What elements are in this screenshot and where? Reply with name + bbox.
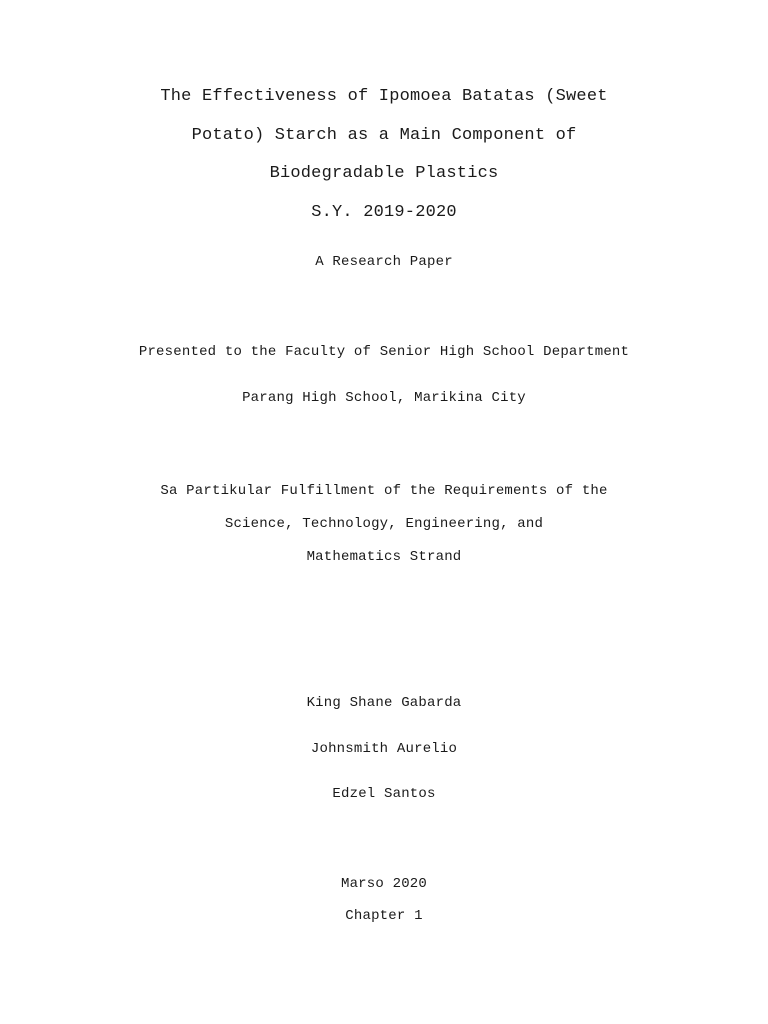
submission-date: Marso 2020: [340, 876, 427, 892]
author-3: Edzel Santos: [332, 786, 436, 802]
fulfillment-line-1: Sa Partikular Fulfillment of the Requirements of the: [160, 483, 608, 499]
title-line-3: Biodegradable Plastics: [269, 164, 499, 183]
author-1: King Shane Gabarda: [306, 695, 462, 711]
paper-type: A Research Paper: [315, 254, 453, 270]
school-name: Parang High School, Marikina City: [242, 390, 526, 406]
title-line-1: The Effectiveness of Ipomoea Batatas (Sweet: [160, 87, 608, 106]
presented-to: Presented to the Faculty of Senior High School Department: [138, 344, 630, 360]
fulfillment-line-2: Science, Technology, Engineering, and: [224, 516, 544, 532]
author-2: Johnsmith Aurelio: [310, 741, 458, 757]
chapter-heading: Chapter 1: [345, 908, 423, 924]
school-year: S.Y. 2019-2020: [311, 203, 457, 222]
fulfillment-line-3: Mathematics Strand: [306, 549, 462, 565]
title-line-2: Potato) Starch as a Main Component of: [191, 126, 577, 145]
